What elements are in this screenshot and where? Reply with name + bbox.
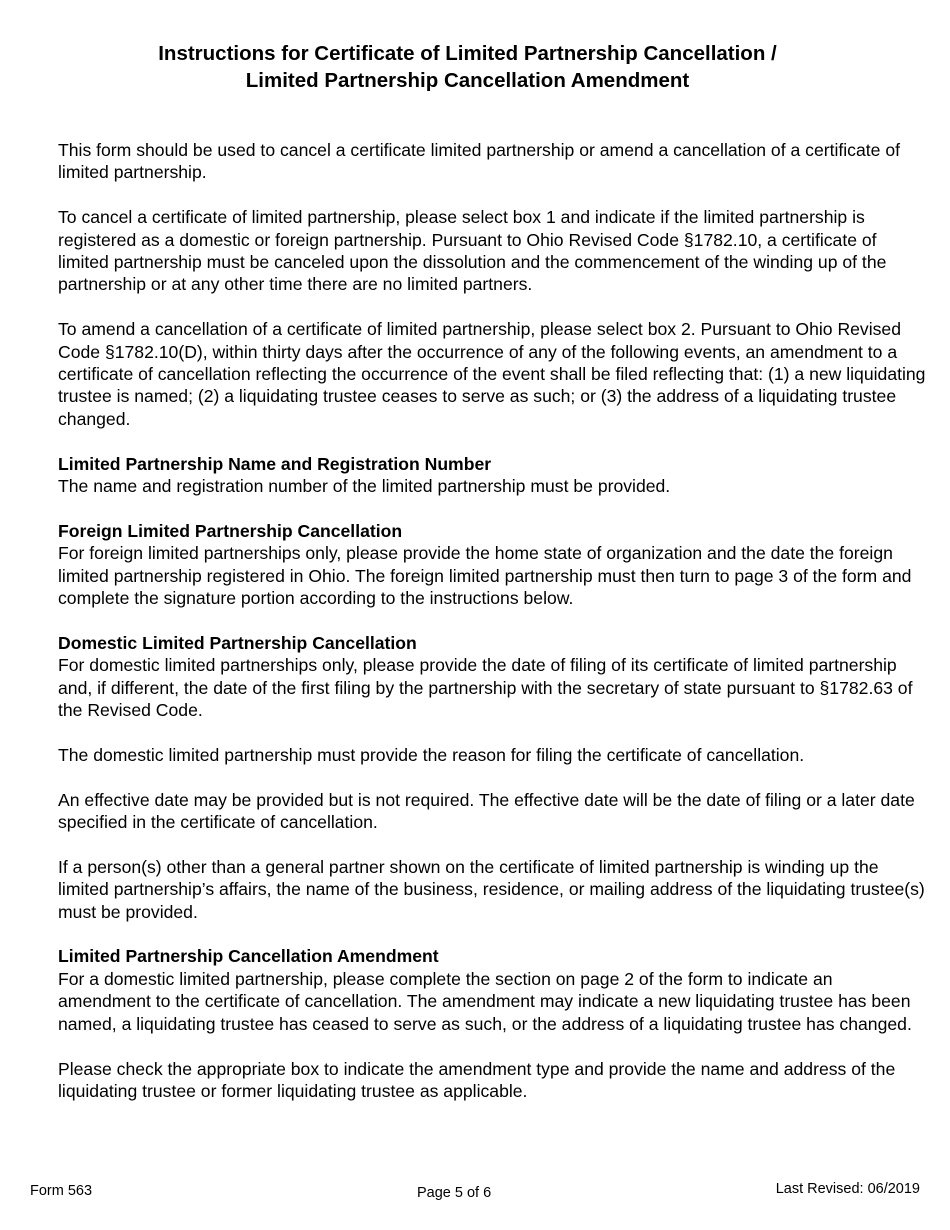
last-revised: Last Revised: 06/2019 bbox=[775, 1181, 920, 1197]
page-title bbox=[0, 40, 935, 94]
name-registration-section bbox=[58, 453, 926, 498]
liquidating-trustee-paragraph: If a person(s) other than a general partner shown on the certificate of limited partnership is winding up the limited partnership’s affairs, the name of the business, residence, or mailing address of the liquidating trustee(s) must be provided. bbox=[58, 856, 925, 922]
intro-paragraph: This form should be used to cancel a certificate limited partnership or amend a cancellation of a certificate of limited partnership. bbox=[58, 140, 901, 183]
amend-paragraph: To amend a cancellation of a certificate of limited partnership, please select box 2. Pursuant to Ohio Revised Code §1782.10(D), within thirty days after the occurrence of any of the following events, an amendment to a certificate of cancellation reflecting the occurrence of the event shall be filed reflecting that: (1) a new liquidating trustee is named; (2) a liquidating trustee ceases to serve as such; or (3) the address of a liquidating trustee changed. bbox=[58, 319, 926, 429]
domestic-section bbox=[58, 632, 926, 722]
page-title-line-1: Instructions for Certificate of Limited Partnership Cancellation / bbox=[158, 42, 777, 65]
domestic-text: For domestic limited partnerships only, please provide the date of filing of its certificate of limited partnership and, if different, the date of the first filing by the partnership with the secretary of state pursuant to §1782.63 of the Revised Code. bbox=[58, 655, 913, 721]
form-number: Form 563 bbox=[30, 1183, 93, 1199]
domestic-reason-paragraph: The domestic limited partnership must provide the reason for filing the certificate of cancellation. bbox=[58, 744, 805, 765]
foreign-text: For foreign limited partnerships only, please provide the home state of organization and the date the foreign limited partnership registered in Ohio. The foreign limited partnership must then turn to page 3 of the form and complete the signature portion according to the instructions below. bbox=[58, 543, 912, 609]
foreign-heading: Foreign Limited Partnership Cancellation bbox=[58, 520, 403, 541]
cancel-paragraph: To cancel a certificate of limited partnership, please select box 1 and indicate if the limited partnership is registered as a domestic or foreign partnership. Pursuant to Ohio Revised Code §1782.10, a certificate of limited partnership must be canceled upon the dissolution and the commencement of the winding up of the partnership or at any other time there are no limited partners. bbox=[58, 207, 887, 295]
amendment-check-paragraph: Please check the appropriate box to indicate the amendment type and provide the name and address of the liquidating trustee or former liquidating trustee as applicable. bbox=[58, 1058, 896, 1101]
instructions-body bbox=[58, 139, 926, 1125]
foreign-section bbox=[58, 520, 926, 610]
domestic-heading: Domestic Limited Partnership Cancellation bbox=[58, 632, 417, 653]
effective-date-paragraph: An effective date may be provided but is not required. The effective date will be the date of filing or a later date specified in the certificate of cancellation. bbox=[58, 789, 915, 833]
amendment-text: For a domestic limited partnership, please complete the section on page 2 of the form to indicate an amendment to the certificate of cancellation. The amendment may indicate a new liquidating trustee has been named, a liquidating trustee has ceased to serve as such, or the address of a liquidating trustee has changed. bbox=[58, 968, 912, 1034]
name-registration-text: The name and registration number of the limited partnership must be provided. bbox=[58, 476, 671, 497]
page-number: Page 5 of 6 bbox=[417, 1185, 492, 1201]
page-title-line-2: Limited Partnership Cancellation Amendment bbox=[245, 69, 690, 92]
amendment-heading: Limited Partnership Cancellation Amendment bbox=[58, 946, 439, 967]
name-registration-heading: Limited Partnership Name and Registration Number bbox=[58, 453, 492, 474]
amendment-section bbox=[58, 945, 926, 1035]
